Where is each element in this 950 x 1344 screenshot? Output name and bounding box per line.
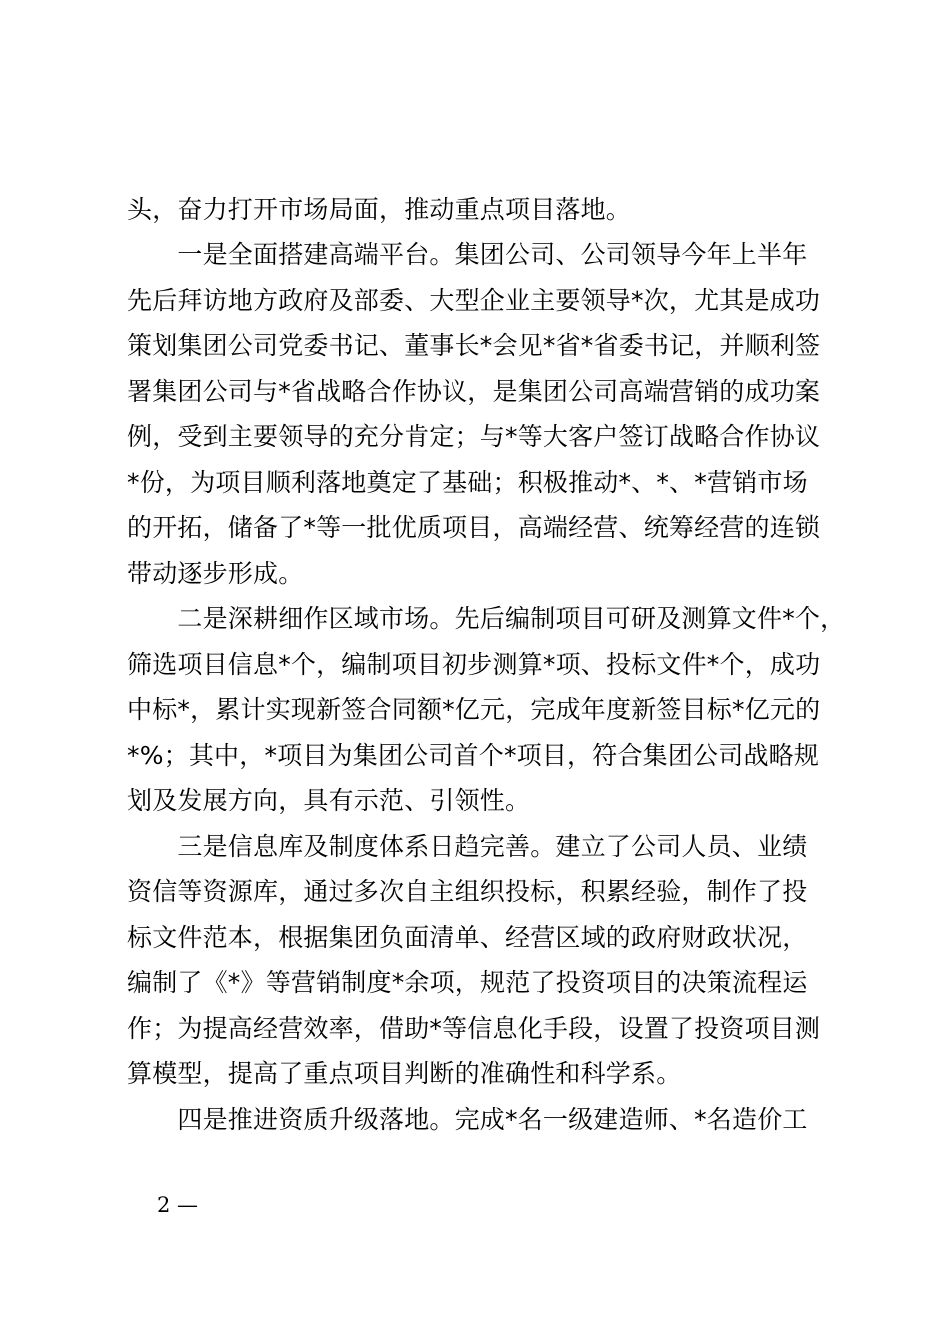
text-line: 三是信息库及制度体系日趋完善。建立了公司人员、业绩 (127, 832, 808, 861)
text-line: 先后拜访地方政府及部委、大型企业主要领导*次，尤其是成功 (127, 286, 821, 315)
text-line: 头，奋力打开市场局面，推动重点项目落地。 (127, 195, 632, 224)
text-line: 例，受到主要领导的充分肯定；与*等大客户签订战略合作协议 (127, 422, 821, 451)
page-number: 2 — (157, 1193, 199, 1217)
text-line: 的开拓，储备了*等一批优质项目，高端经营、统筹经营的连锁 (127, 513, 821, 542)
text-line: 署集团公司与*省战略合作协议，是集团公司高端营销的成功案 (127, 377, 821, 406)
text-line: *份，为项目顺利落地奠定了基础；积极推动*、*、*营销市场 (127, 468, 808, 497)
text-line: 一是全面搭建高端平台。集团公司、公司领导今年上半年 (127, 240, 808, 269)
text-line: 划及发展方向，具有示范、引领性。 (127, 786, 531, 815)
text-line: 资信等资源库，通过多次自主组织投标，积累经验，制作了投 (127, 877, 808, 906)
text-line: 算模型，提高了重点项目判断的准确性和科学系。 (127, 1059, 682, 1088)
text-line: 作；为提高经营效率，借助*等信息化手段，设置了投资项目测 (127, 1014, 821, 1043)
text-line: 筛选项目信息*个，编制项目初步测算*项、投标文件*个，成功 (127, 650, 821, 679)
text-line: *%；其中，*项目为集团公司首个*项目，符合集团公司战略规 (127, 741, 820, 770)
text-line: 编制了《*》等营销制度*余项，规范了投资项目的决策流程运 (127, 968, 808, 997)
text-line: 中标*，累计实现新签合同额*亿元，完成年度新签目标*亿元的 (127, 695, 821, 724)
text-line: 带动逐步形成。 (127, 559, 304, 588)
text-line: 策划集团公司党委书记、董事长*会见*省*省委书记，并顺利签 (127, 331, 821, 360)
text-line: 二是深耕细作区域市场。先后编制项目可研及测算文件*个， (127, 604, 846, 633)
text-line: 四是推进资质升级落地。完成*名一级建造师、*名造价工 (127, 1105, 808, 1134)
text-line: 标文件范本，根据集团负面清单、经营区域的政府财政状况， (127, 923, 808, 952)
